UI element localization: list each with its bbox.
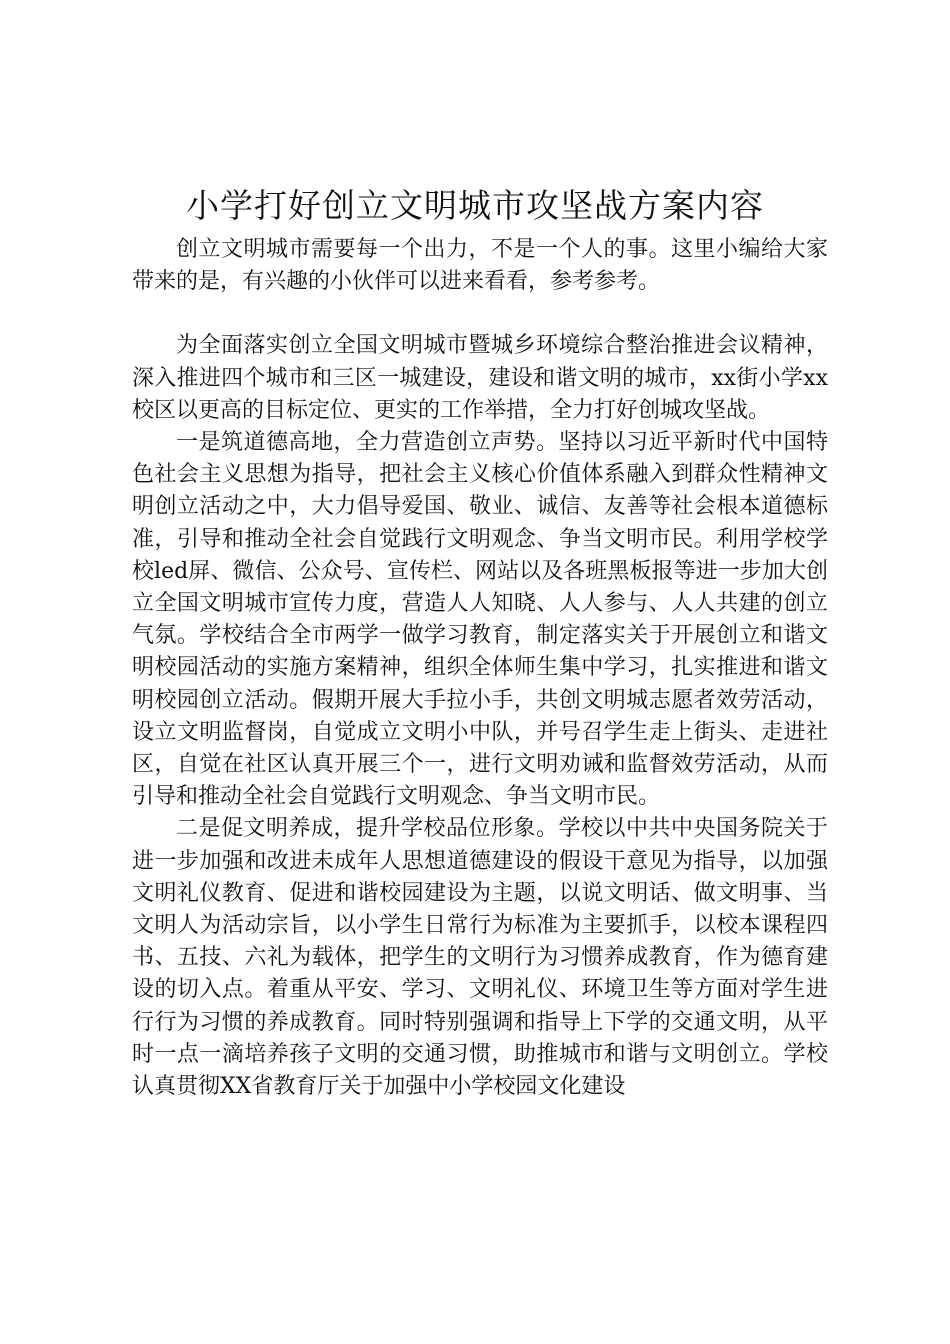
document-title: 小学打好创立文明城市攻坚战方案内容 bbox=[186, 186, 764, 225]
document-body bbox=[132, 234, 828, 1103]
intro-paragraph: 创立文明城市需要每一个出力，不是一个人的事。这里小编给大家带来的是，有兴趣的小伙伴可以进来看看，参考参考。 bbox=[132, 237, 828, 295]
body-paragraph: 二是促文明养成，提升学校品位形象。学校以中共中央国务院关于进一步加强和改进未成年人思想道德建设的假设干意见为指导，以加强文明礼仪教育、促进和谐校园建设为主题，以说文明话、做文明事、当文明人为活动宗旨，以小学生日常行为标准为主要抓手，以校本课程四书、五技、六礼为载体，把学生的文明行为习惯养成教育，作为德育建设的切入点。着重从平安、学习、文明礼仪、环境卫生等方面对学生进行行为习惯的养成教育。同时特别强调和指导上下学的交通文明，从平时一点一滴培养孩子文明的交通习惯，助推城市和谐与文明创立。学校认真贯彻XX省教育厅关于加强中小学校园文化建设 bbox=[132, 816, 828, 1100]
body-paragraph: 一是筑道德高地，全力营造创立声势。坚持以习近平新时代中国特色社会主义思想为指导，把社会主义核心价值体系融入到群众性精神文明创立活动之中，大力倡导爱国、敬业、诚信、友善等社会根本道德标准，引导和推动全社会自觉践行文明观念、争当文明市民。利用学校学校led屏、微信、公众号、宣传栏、网站以及各班黑板报等进一步加大创立全国文明城市宣传力度，营造人人知晓、人人参与、人人共建的创立气氛。学校结合全市两学一做学习教育，制定落实关于开展创立和谐文明校园活动的实施方案精神，组织全体师生集中学习，扎实推进和谐文明校园创立活动。假期开展大手拉小手，共创文明城志愿者效劳活动，设立文明监督岗，自觉成立文明小中队，并号召学生走上街头、走进社区，自觉在社区认真开展三个一，进行文明劝诫和监督效劳活动，从而引导和推动全社会自觉践行文明观念、争当文明市民。 bbox=[132, 430, 828, 810]
body-paragraph: 为全面落实创立全国文明城市暨城乡环境综合整治推进会议精神，深入推进四个城市和三区一城建设，建设和谐文明的城市，xx街小学xx校区以更高的目标定位、更实的工作举措，全力打好创城攻坚战。 bbox=[132, 333, 828, 423]
paragraph-spacer bbox=[132, 298, 828, 330]
